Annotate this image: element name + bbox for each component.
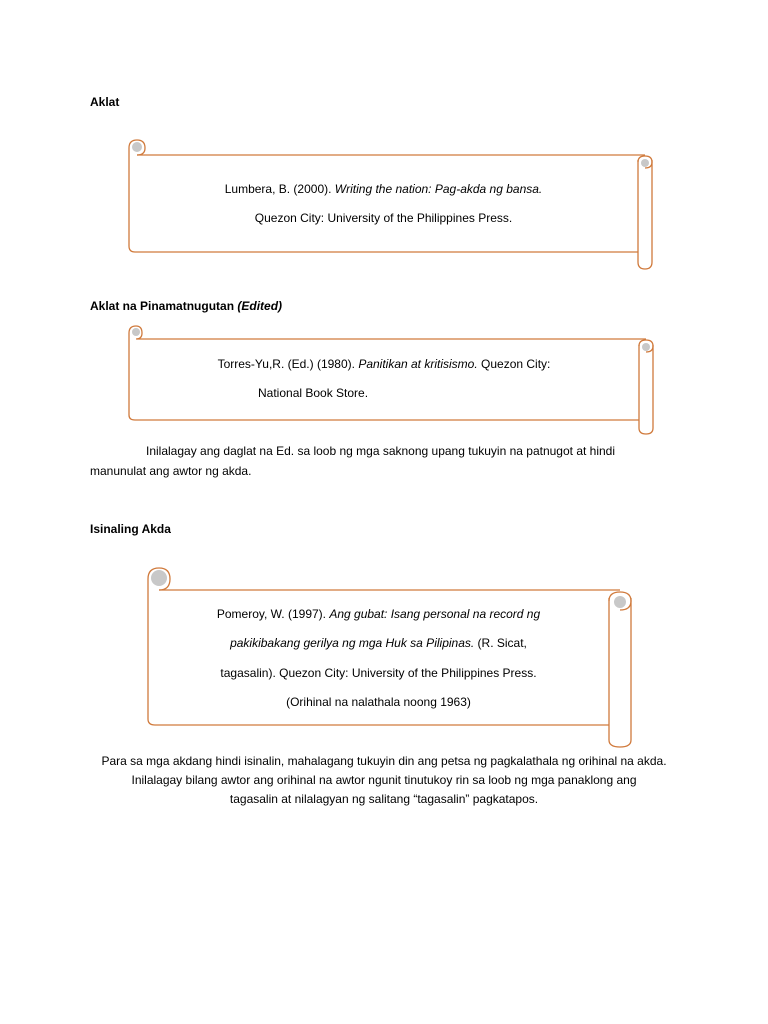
citation-isinalin-line2: pakikibakang gerilya ng mga Huk sa Pilipinas. (R. Sicat, xyxy=(230,636,527,650)
note-isinalin-line2: Inilalagay bilang awtor ang orihinal na awtor ngunit tinutukoy rin sa loob ng mga panaklong ang xyxy=(131,773,637,787)
citation-edited-line2: National Book Store. xyxy=(258,386,369,400)
citation-isinalin-line3: tagasalin). Quezon City: University of the Philippines Press. xyxy=(220,666,537,680)
note-isinalin-line3: tagasalin at nilalagyan ng salitang “tagasalin” pagkatapos. xyxy=(229,792,539,806)
note-edited-line2: manunulat ang awtor ng akda. xyxy=(90,464,252,478)
heading-isinalin: Isinaling Akda xyxy=(90,522,171,536)
citation-isinalin-line4: (Orihinal na nalathala noong 1963) xyxy=(286,695,471,709)
citation-isinalin-line1: Pomeroy, W. (1997). Ang gubat: Isang personal na record ng xyxy=(216,607,541,621)
note-isinalin-line1: Para sa mga akdang hindi isinalin, mahalagang tukuyin din ang petsa ng pagkalathala ng orihinal na akda. xyxy=(101,754,667,768)
note-edited-line1: Inilalagay ang daglat na Ed. sa loob ng mga saknong upang tukuyin na patnugot at hindi xyxy=(146,444,616,458)
heading-edited: Aklat na Pinamatnugutan (Edited) xyxy=(90,299,283,313)
citation-aklat-line1: Lumbera, B. (2000). Writing the nation: Pag-akda ng bansa. xyxy=(224,182,543,196)
heading-aklat: Aklat xyxy=(90,95,120,109)
citation-edited-line1: Torres-Yu,R. (Ed.) (1980). Panitikan at kritisismo. Quezon City: xyxy=(217,357,551,371)
citation-aklat-line2: Quezon City: University of the Philippines Press. xyxy=(254,211,513,225)
